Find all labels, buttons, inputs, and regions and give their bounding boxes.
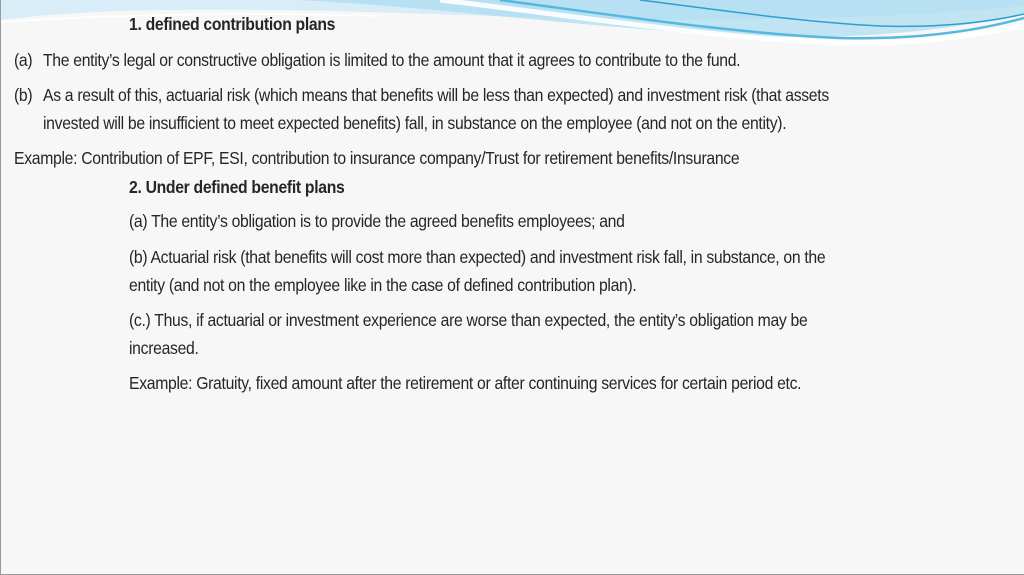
section2-item-a: (a) The entity’s obligation is to provide the agreed benefits employees; and [129,211,625,231]
section1-item-b-marker: (b) [14,85,33,105]
section1-example: Example: Contribution of EPF, ESI, contribution to insurance company/Trust for retirement benefits/Insurance [14,148,740,168]
section1-item-a-text: The entity’s legal or constructive obligation is limited to the amount that it agrees to contribute to the fund. [43,50,741,70]
slide-border-left [0,0,1,575]
section2-item-c-line1: (c.) Thus, if actuarial or investment experience are worse than expected, the entity’s obligation may be [129,310,808,330]
section1-item-b-line2: invested will be insufficient to meet expected benefits) fall, in substance on the employee (and not on the entity). [43,113,787,133]
section2-item-b-line1: (b) Actuarial risk (that benefits will cost more than expected) and investment risk fall, in substance, on the [129,247,826,267]
section2-item-c-line2: increased. [129,338,199,358]
section2-heading: 2. Under defined benefit plans [129,177,345,197]
section2-example: Example: Gratuity, fixed amount after the retirement or after continuing services for certain period etc. [129,373,802,393]
section1-item-b-line1: As a result of this, actuarial risk (which means that benefits will be less than expected) and investment risk (that assets [43,85,829,105]
section2-item-b-line2: entity (and not on the employee like in the case of defined contribution plan). [129,275,637,295]
section1-item-a-marker: (a) [14,50,33,70]
section1-heading: 1. defined contribution plans [129,14,336,34]
